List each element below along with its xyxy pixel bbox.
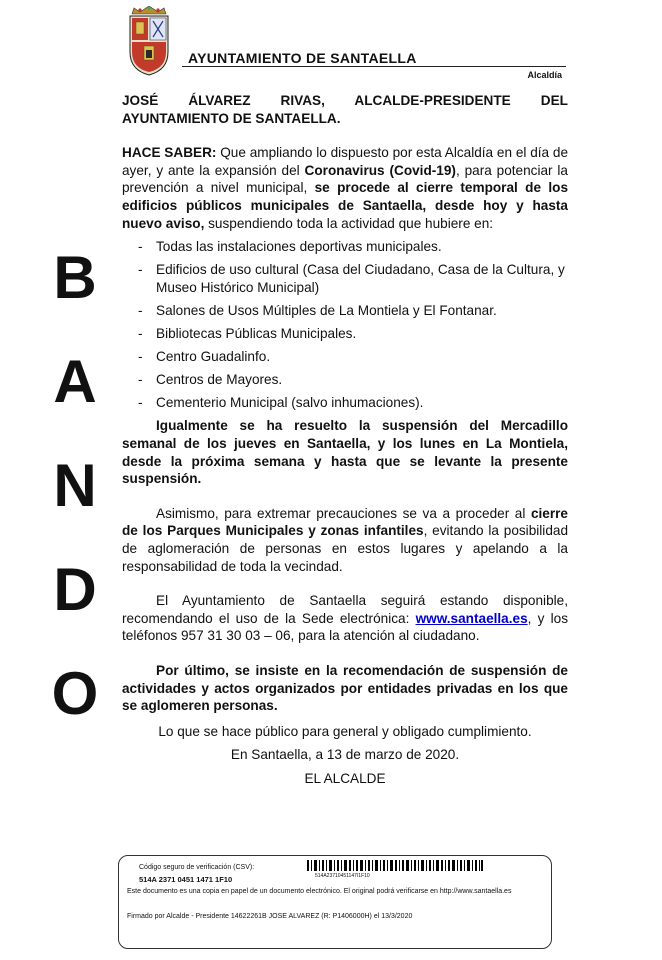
- bando-letter: B: [53, 244, 97, 311]
- header-divider: [182, 66, 566, 67]
- barcode-text: 514A23710451147I1F10: [315, 873, 370, 879]
- public-notice: Lo que se hace público para general y obligado cumplimiento.: [158, 723, 532, 739]
- decree-body: [122, 92, 568, 788]
- list-item: - Todas las instalaciones deportivas municipales.: [122, 238, 568, 256]
- bando-vertical-title: [40, 226, 110, 746]
- csv-code: 514A 2371 0451 1471 1F10: [139, 875, 233, 884]
- date-place: En Santaella, a 13 de marzo de 2020.: [230, 747, 460, 763]
- bando-letter: O: [51, 660, 99, 727]
- organization-title: AYUNTAMIENTO DE SANTAELLA: [188, 50, 417, 66]
- copy-note: Este documento es una copia en papel de un documento electrónico. El original podrá verificarse en http://www.santaella.es: [127, 888, 512, 895]
- list-item: - Salones de Usos Múltiples de La Montiela y El Fontanar.: [122, 302, 568, 320]
- list-item: - Centro Guadalinfo.: [122, 348, 568, 366]
- bando-letter: N: [53, 452, 97, 519]
- hace-saber-paragraph: HACE SABER: Que ampliando lo dispuesto por esta Alcaldía en el día de ayer, y ante la expansión del Coronavirus (Covid-19), para potenciar la prevención a nivel municipal, se procede al cierre temporal de los edificios públicos municipales de Santaella, desde hoy y hasta nuevo aviso, suspendiendo toda la actividad que hubiere en:: [122, 145, 569, 231]
- side-reference: [95, 788, 100, 858]
- list-item: - Centros de Mayores.: [122, 371, 568, 389]
- parks-paragraph: Asimismo, para extremar precauciones se va a proceder al cierre de los Parques Municipales y zonas infantiles, evitando la posibilidad de aglomeración de personas en estos lugares y apelando a la responsabilidad de toda la vecindad.: [122, 505, 568, 574]
- department-label: Alcaldía: [527, 70, 562, 80]
- website-link[interactable]: www.santaella.es: [415, 610, 528, 626]
- contact-paragraph: El Ayuntamiento de Santaella seguirá estando disponible, recomendando el uso de la Sede electrónica: www.santaella.es, y los teléfonos 957 31 30 03 – 06, para la atención al ciudadano.: [122, 593, 568, 644]
- bando-letter: D: [53, 556, 97, 623]
- coat-of-arms-icon: [124, 6, 174, 76]
- final-paragraph: Por último, se insiste en la recomendación de suspensión de actividades y actos organizados por entidades privadas en los que se aglomeren personas.: [122, 662, 568, 714]
- signature-label: EL ALCALDE: [304, 770, 386, 786]
- barcode-icon: [307, 860, 483, 871]
- hace-saber-lead: HACE SABER:: [122, 145, 217, 161]
- list-item: - Edificios de uso cultural (Casa del Ciudadano, Casa de la Cultura, y Museo Histórico Municipal): [122, 261, 568, 296]
- facilities-list: [122, 238, 568, 412]
- csv-label: Código seguro de verificación (CSV):: [139, 864, 255, 871]
- signed-by: Firmado por Alcalde - Presidente 14622261B JOSE ALVAREZ (R: P1406000H) el 13/3/2020: [127, 913, 413, 920]
- bando-letter: A: [53, 348, 97, 415]
- verification-box: [118, 855, 552, 949]
- list-item: - Cementerio Municipal (salvo inhumaciones).: [122, 394, 568, 412]
- mayor-heading: JOSÉ ÁLVAREZ RIVAS, ALCALDE-PRESIDENTE DEL AYUNTAMIENTO DE SANTAELLA.: [122, 93, 568, 126]
- list-item: - Bibliotecas Públicas Municipales.: [122, 325, 568, 343]
- market-paragraph: Igualmente se ha resuelto la suspensión del Mercadillo semanal de los jueves en Santaella, y los lunes en La Montiela, desde la próxima semana y hasta que se levante la presente suspensión.: [122, 418, 568, 487]
